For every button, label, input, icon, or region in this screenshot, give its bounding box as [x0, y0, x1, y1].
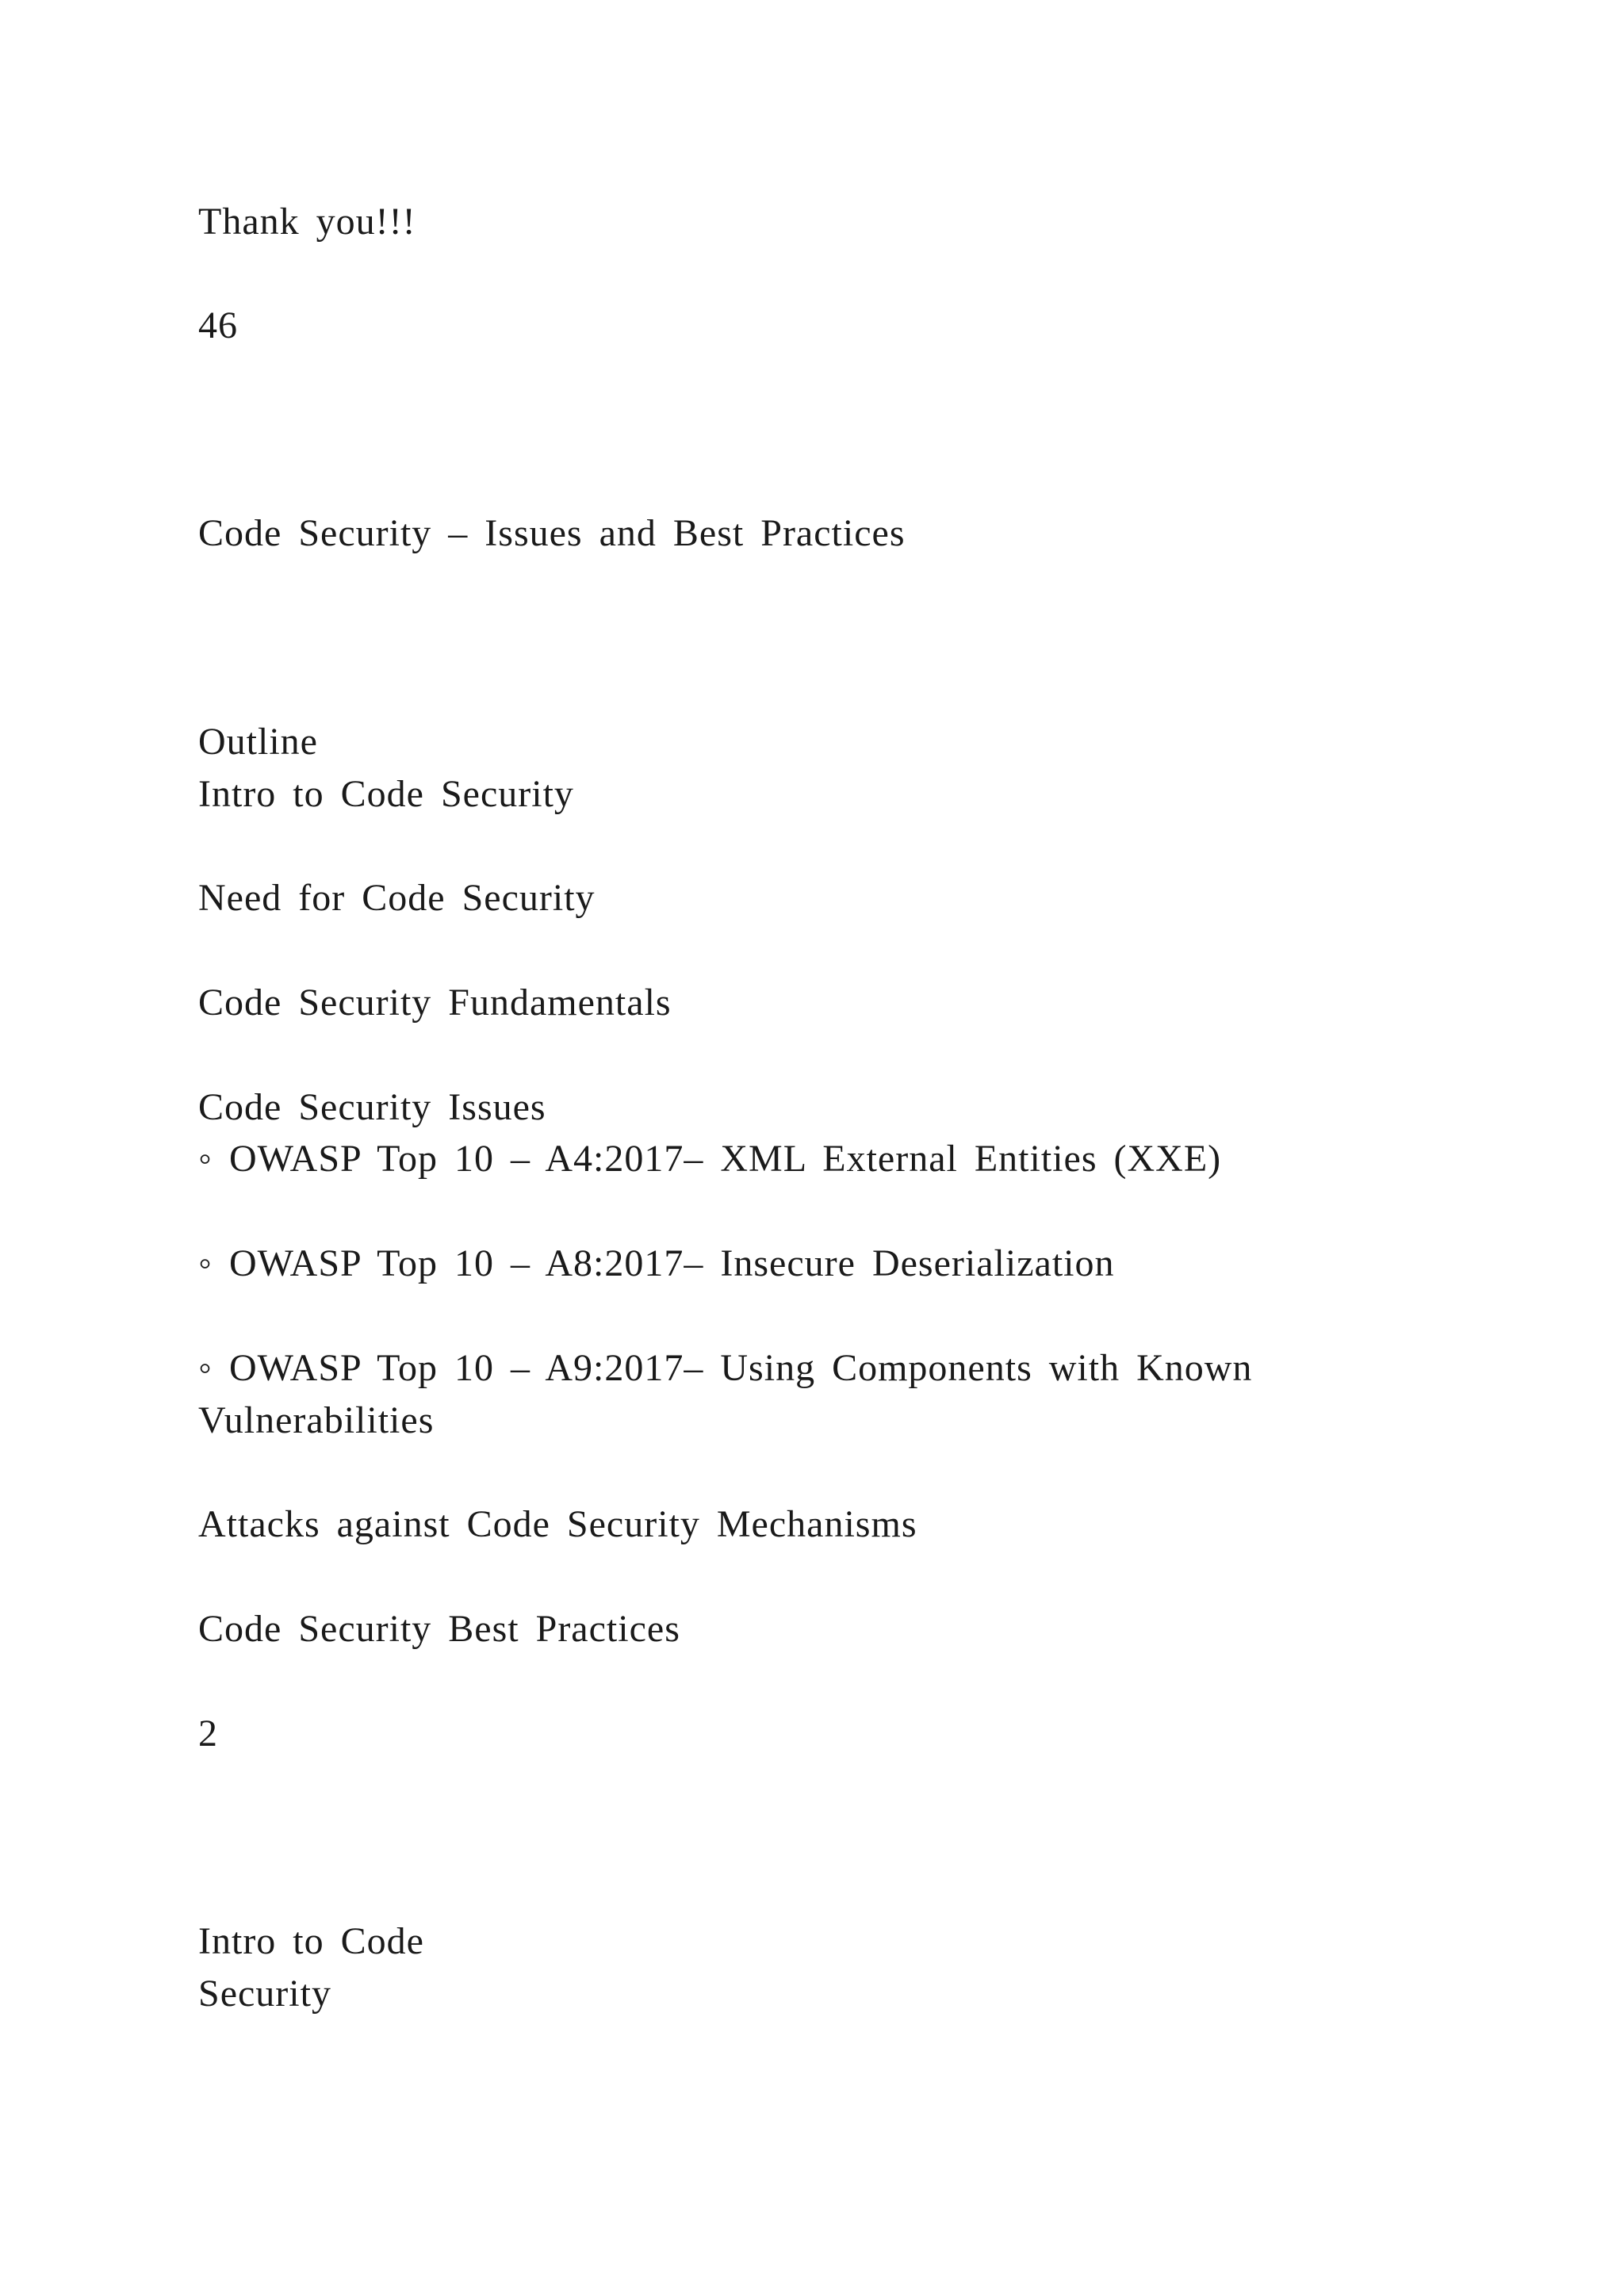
section-title: Code Security – Issues and Best Practices — [198, 512, 906, 554]
outline-item-attacks: Attacks against Code Security Mechanisms — [198, 1503, 917, 1545]
page-number-2: 2 — [198, 1712, 218, 1755]
outline-item-intro: Intro to Code Security — [198, 773, 574, 815]
outline-subitem-a8: ◦ OWASP Top 10 – A8:2017– Insecure Deserialization — [198, 1242, 1115, 1284]
outline-item-issues: Code Security Issues — [198, 1086, 546, 1128]
outline-subitem-a4: ◦ OWASP Top 10 – A4:2017– XML External Entities (XXE) — [198, 1138, 1222, 1180]
intro-heading-line-2: Security — [198, 1973, 331, 2015]
outline-subitem-a9: ◦ OWASP Top 10 – A9:2017– Using Components with Known — [198, 1347, 1253, 1389]
outline-item-fundamentals: Code Security Fundamentals — [198, 982, 672, 1024]
outline-item-need: Need for Code Security — [198, 877, 596, 919]
page-number-46: 46 — [198, 304, 238, 346]
thank-you-text: Thank you!!! — [198, 201, 416, 243]
intro-heading-line-1: Intro to Code — [198, 1920, 424, 1962]
outline-heading: Outline — [198, 721, 318, 763]
outline-subitem-a9-continued: Vulnerabilities — [198, 1399, 435, 1441]
outline-item-best-practices: Code Security Best Practices — [198, 1608, 680, 1650]
